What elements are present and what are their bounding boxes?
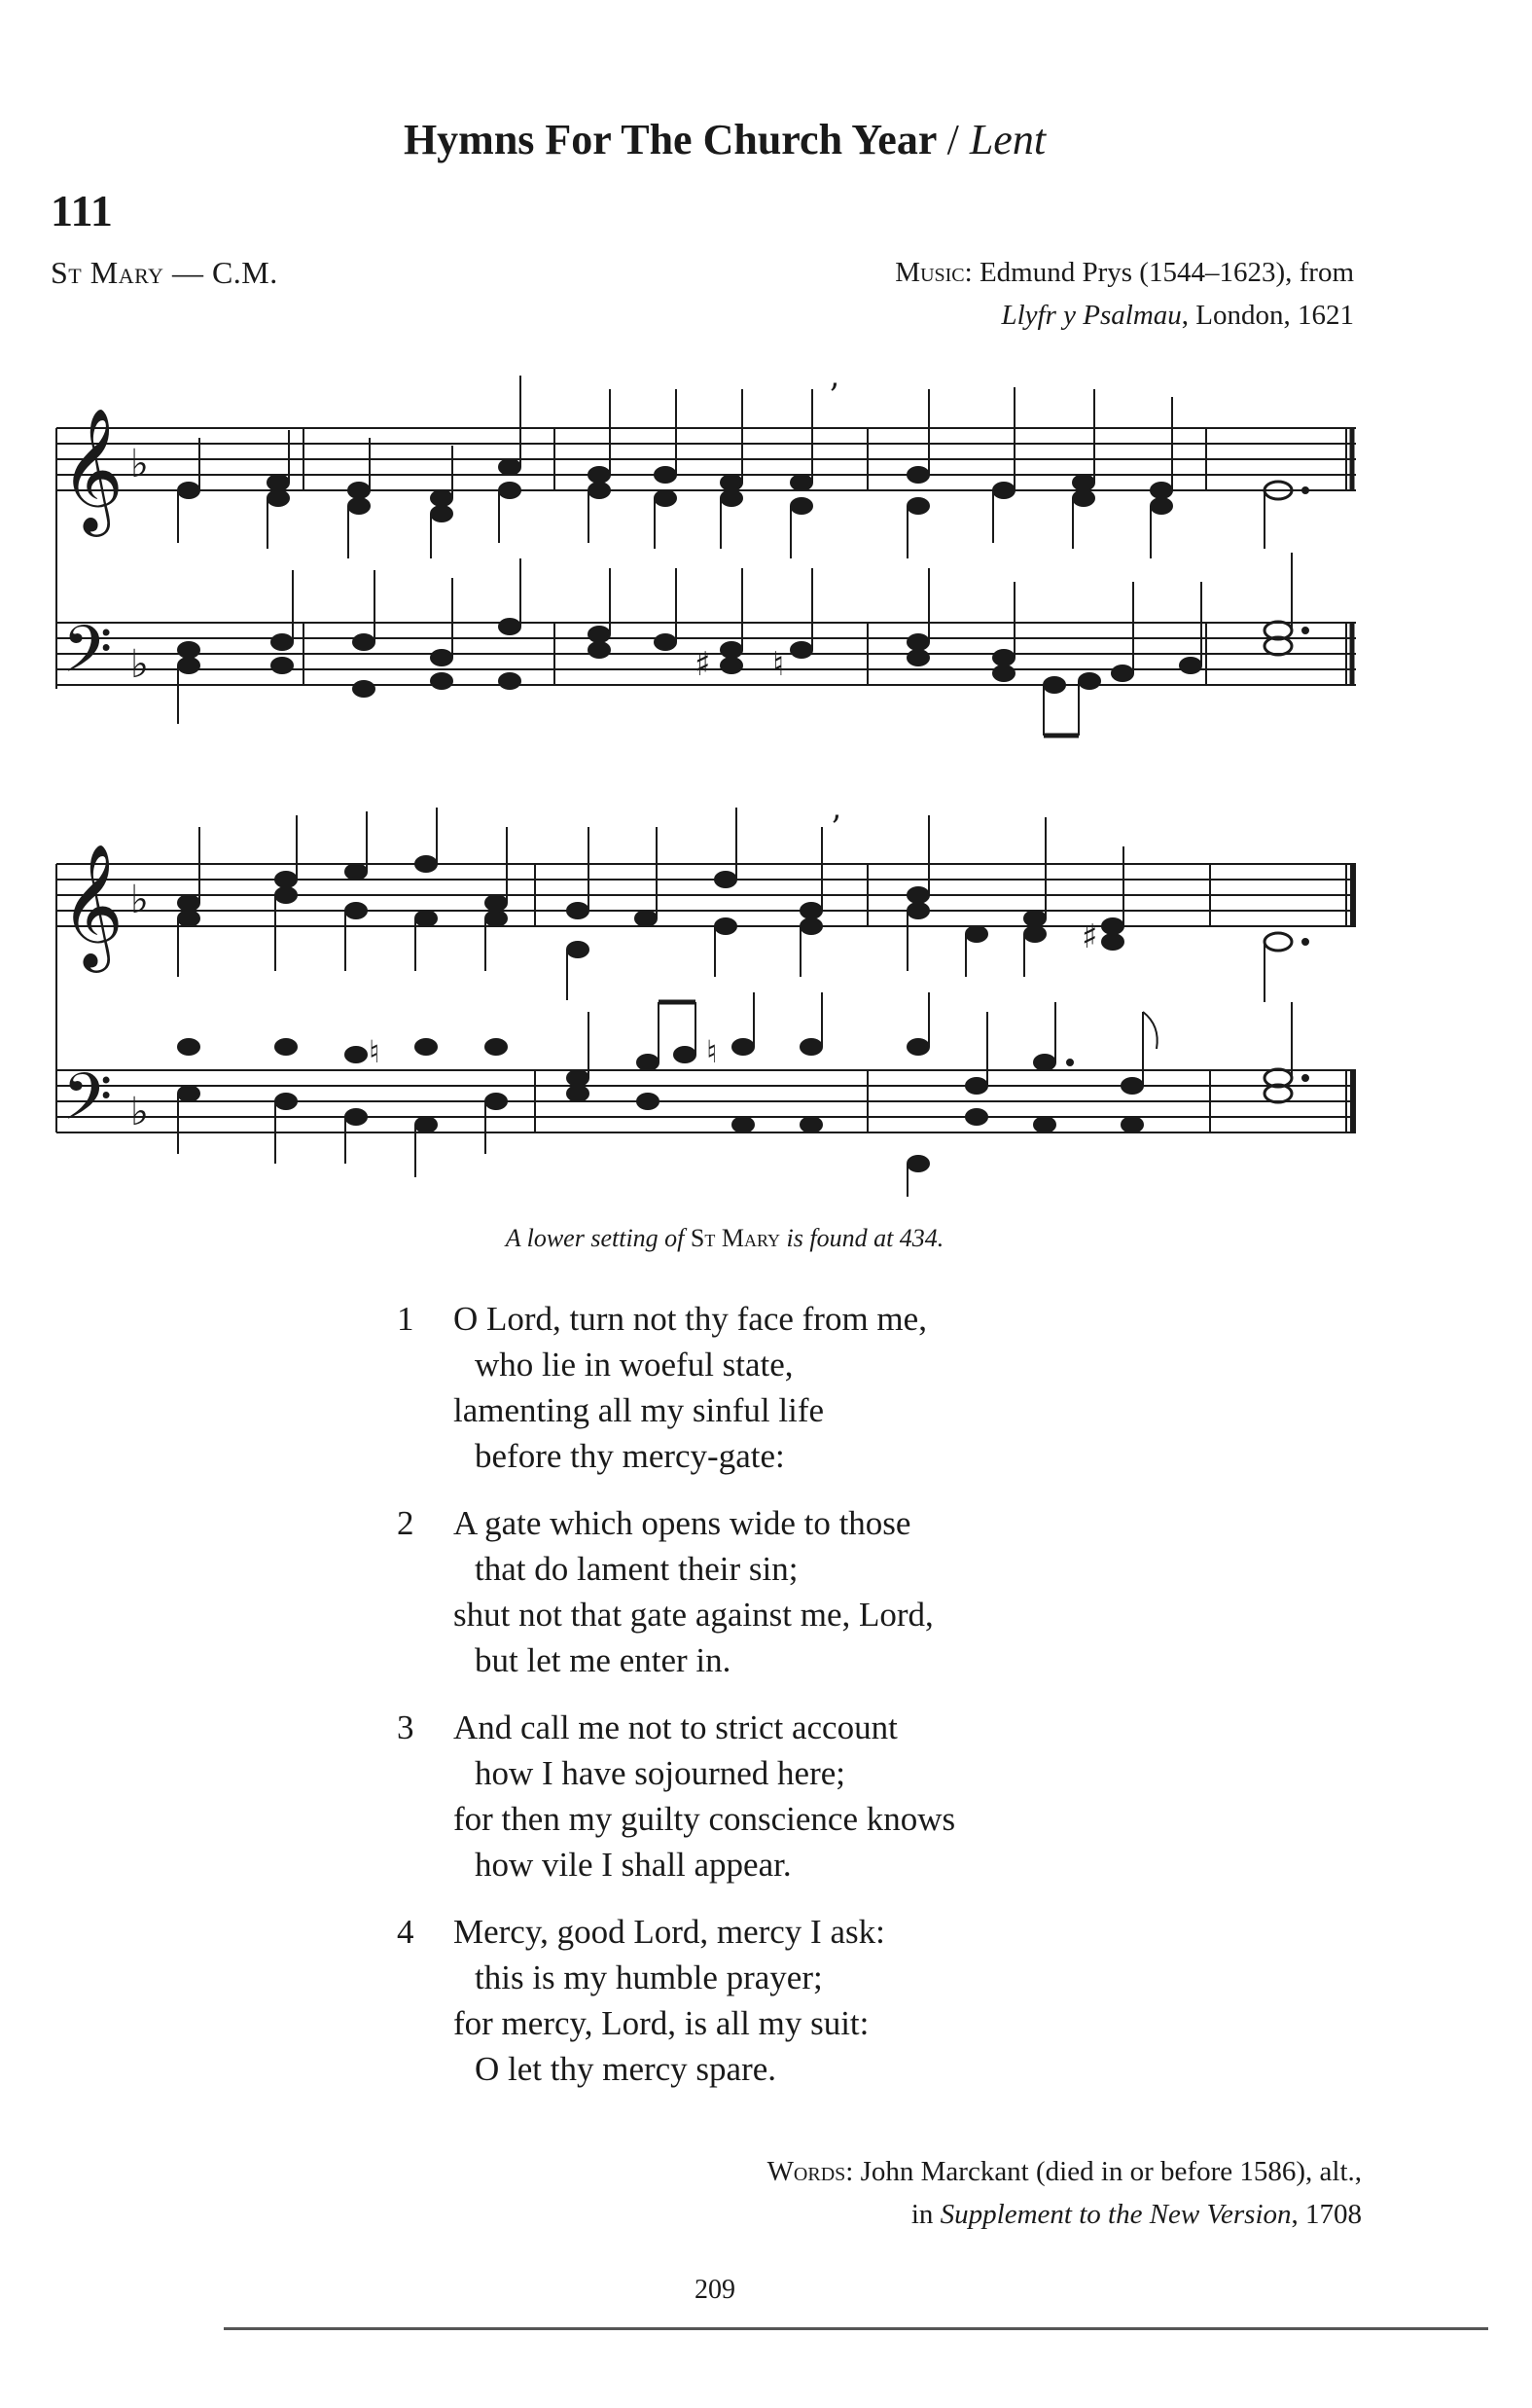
verse-line: O let thy mercy spare. [475, 2050, 777, 2088]
words-source-title: Supplement to the New Version [940, 2199, 1292, 2230]
flat-icon: ♭ [130, 642, 149, 687]
setting-note: A lower setting of St Mary is found at 434. [505, 1224, 944, 1252]
page-number: 209 [695, 2275, 735, 2305]
verse-number: 1 [397, 1300, 414, 1338]
footer-rule [224, 2327, 1488, 2330]
tune-name: St Mary [51, 255, 164, 290]
running-head [0, 115, 1449, 164]
tune-meter [51, 255, 278, 291]
verse-line: how vile I shall appear. [475, 1846, 792, 1884]
words-credit: Words: John Marckant (died in or before 1586), alt., in Supplement to the New Version, 1708 [766, 2156, 1362, 2230]
verse-number: 4 [397, 1913, 414, 1951]
treble-staff-2 [56, 864, 1356, 926]
sharp-icon: ♯ [1082, 917, 1098, 956]
natural-icon: ♮ [706, 1033, 718, 1070]
music-system-1 [53, 368, 1375, 767]
section-title: Hymns For The Church Year [403, 116, 937, 163]
verse-line: who lie in woeful state, [475, 1346, 794, 1384]
meter-separator: — [163, 255, 212, 290]
treble-clef-icon: 𝄞 [60, 843, 125, 967]
breath-mark-icon: ’ [829, 377, 839, 415]
verse-line: O Lord, turn not thy face from me, [453, 1300, 927, 1338]
bass-clef-icon: 𝄢 [62, 1060, 113, 1150]
bass-clef-icon: 𝄢 [62, 612, 113, 702]
verse-line: Mercy, good Lord, mercy I ask: [453, 1913, 885, 1951]
music-label: Music: [895, 257, 973, 288]
verse-2 [397, 1500, 955, 1683]
title-separator: / [946, 116, 959, 163]
noteheads-1 [178, 376, 1308, 736]
words-label: Words: [766, 2156, 854, 2187]
author: John Marckant (died in or before 1586), alt., [853, 2156, 1362, 2187]
noteheads-2 [178, 808, 1308, 1197]
meter: C.M. [211, 255, 278, 290]
flat-icon: ♭ [130, 1090, 149, 1134]
verse-line: how I have sojourned here; [475, 1754, 845, 1792]
verse-line: for mercy, Lord, is all my suit: [453, 2004, 870, 2042]
music-system-2 [53, 808, 1375, 1216]
verse-line: lamenting all my sinful life [453, 1391, 825, 1429]
flat-icon: ♭ [130, 442, 149, 486]
music-source-title: Llyfr y Psalmau [1001, 300, 1182, 331]
verse-line: but let me enter in. [475, 1641, 731, 1679]
music-credit [895, 251, 1354, 337]
verse-line: that do lament their sin; [475, 1550, 799, 1588]
treble-staff-1 [56, 428, 1356, 490]
music-source-rest: , London, 1621 [1181, 300, 1354, 331]
breath-mark-icon: ’ [831, 809, 841, 847]
natural-icon: ♮ [369, 1033, 380, 1070]
verse-number: 3 [397, 1708, 414, 1746]
bass-staff-2 [56, 1070, 1356, 1132]
verse-1 [397, 1296, 955, 1479]
flat-icon: ♭ [130, 878, 149, 922]
sharp-icon: ♯ [695, 645, 711, 684]
hymn-number: 111 [51, 186, 113, 235]
verse-line: before thy mercy-gate: [475, 1437, 785, 1475]
treble-clef-icon: 𝄞 [60, 407, 125, 531]
verse-line: for then my guilty conscience knows [453, 1800, 956, 1838]
verse-4 [397, 1909, 955, 2092]
composer: Edmund Prys (1544–1623), from [972, 257, 1354, 288]
verse-line: this is my humble prayer; [475, 1959, 823, 1996]
verse-line: A gate which opens wide to those [453, 1504, 911, 1542]
natural-icon: ♮ [772, 645, 785, 684]
verse-3 [397, 1705, 955, 1887]
season-label: Lent [969, 116, 1047, 163]
verse-line: shut not that gate against me, Lord, [453, 1596, 934, 1634]
setting-note-tune: St Mary [690, 1224, 780, 1252]
verse-line: And call me not to strict account [453, 1708, 898, 1746]
verses [397, 1296, 955, 2113]
verse-number: 2 [397, 1504, 414, 1542]
